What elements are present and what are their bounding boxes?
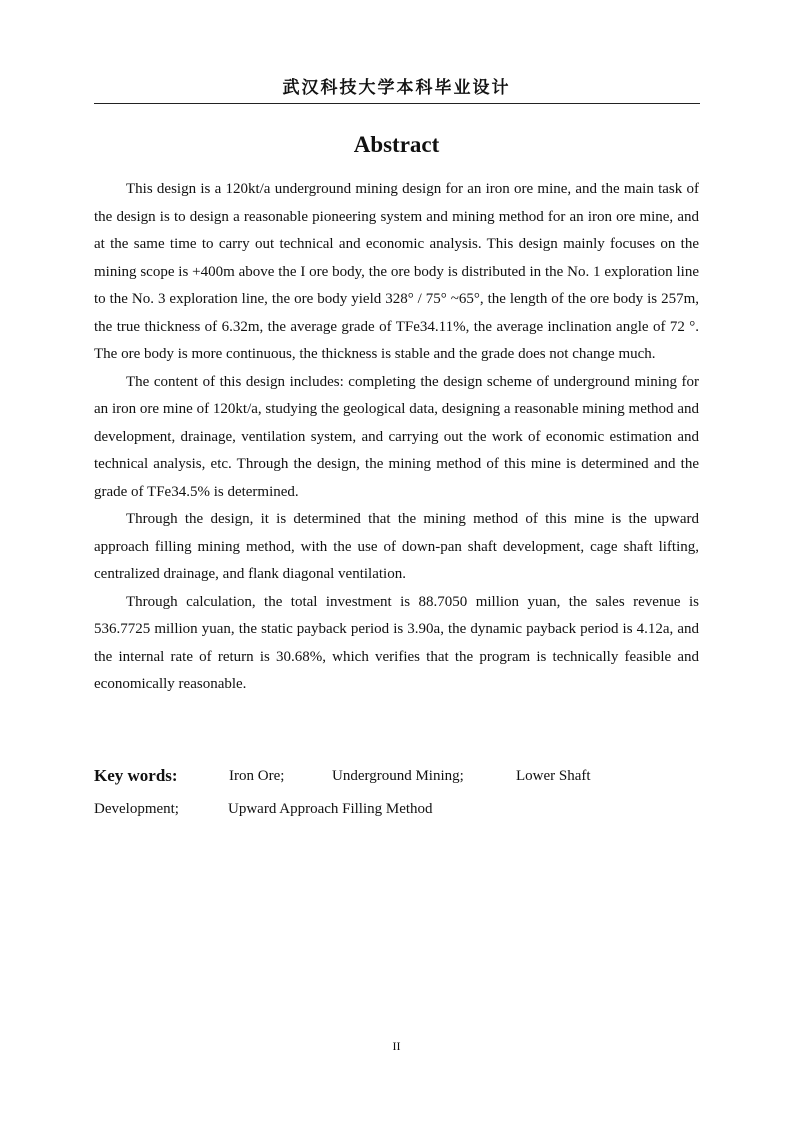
keywords-section <box>94 762 699 828</box>
abstract-paragraph-3: Through the design, it is determined that the mining method of this mine is the upward approach filling mining method, with the use of down-pan shaft development, cage shaft lifting, centralized drainage, and flank diagonal ventilation. <box>94 511 699 582</box>
running-header-title: 武汉科技大学本科毕业设计 <box>282 78 511 98</box>
keyword-item: Lower Shaft <box>516 768 591 784</box>
abstract-heading: Abstract <box>353 132 440 157</box>
abstract-paragraph-1: This design is a 120kt/a underground mining design for an iron ore mine, and the main task of the design is to design a reasonable pioneering system and mining method for an iron ore mine, and at the same time to carry out technical and economic analysis. This design mainly focuses on the mining scope is +400m above the I ore body, the ore body is distributed in the No. 1 exploration line to the No. 3 exploration line, the ore body yield 328° / 75° ~65°, the length of the ore body is 257m, the true thickness of 6.32m, the average grade of TFe34.11%, the average inclination angle of 72 °. The ore body is more continuous, the thickness is stable and the grade does not change much. <box>94 181 699 362</box>
keyword-item: Iron Ore; <box>229 768 285 784</box>
abstract-paragraph-2: The content of this design includes: completing the design scheme of underground mining for an iron ore mine of 120kt/a, studying the geological data, designing a reasonable mining method and development, drainage, ventilation system, and carrying out the work of economic estimation and technical analysis, etc. Through the design, the mining method of this mine is determined and the grade of TFe34.5% is determined. <box>94 373 699 500</box>
page-number: II <box>392 1039 401 1053</box>
keyword-item: Upward Approach Filling Method <box>228 801 433 817</box>
header-divider <box>94 103 700 104</box>
keywords-line-2 <box>94 795 699 828</box>
keyword-item: Underground Mining; <box>332 768 464 784</box>
abstract-paragraph-4: Through calculation, the total investment is 88.7050 million yuan, the sales revenue is 536.7725 million yuan, the static payback period is 3.90a, the dynamic payback period is 4.12a, and the internal rate of return is 30.68%, which verifies that the program is technically feasible and economically reasonable. <box>94 593 699 692</box>
keywords-label: Key words: <box>94 766 178 785</box>
keywords-line-1 <box>94 762 699 795</box>
keyword-item: Development; <box>94 801 179 817</box>
abstract-body <box>94 176 699 699</box>
